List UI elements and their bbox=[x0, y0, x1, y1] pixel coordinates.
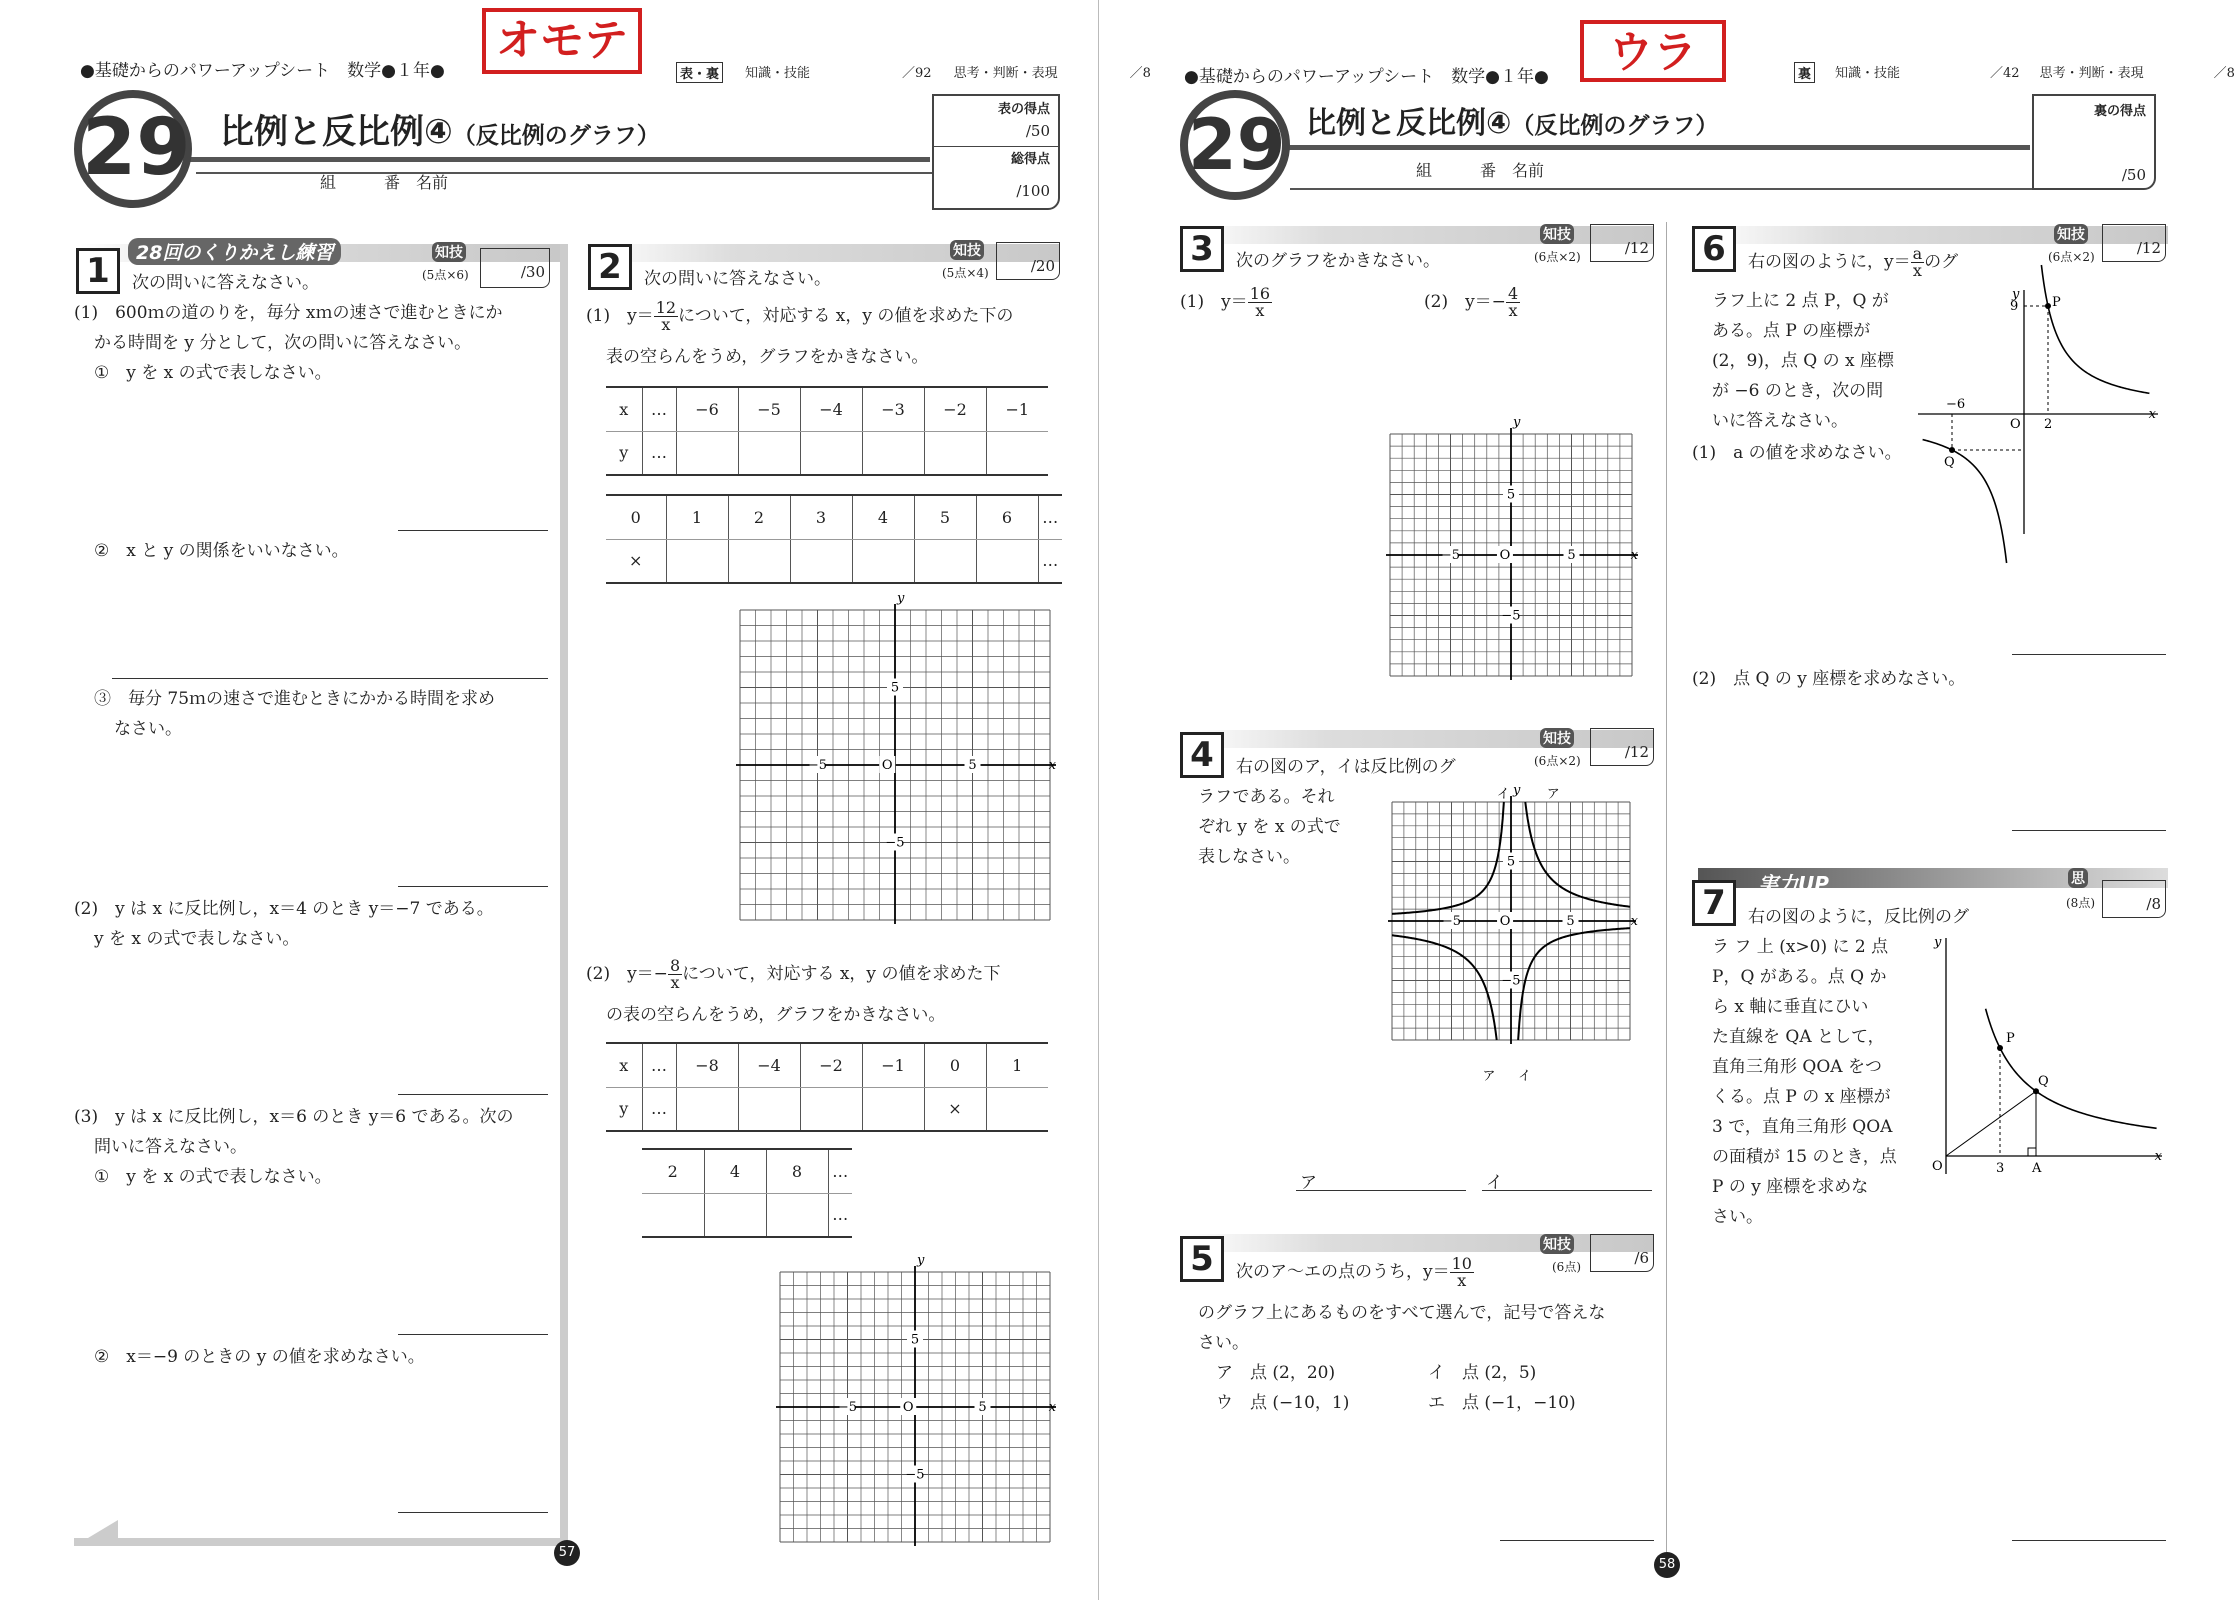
label-a-bottom: ア bbox=[1482, 1069, 1496, 1084]
label-Q: Q bbox=[2038, 1074, 2049, 1090]
q7-line: ら x 軸に垂直にひい bbox=[1712, 997, 1869, 1017]
score-box: 表の得点 /50 総得点 /100 bbox=[932, 94, 1060, 210]
q1-score-box[interactable]: /30 bbox=[480, 248, 550, 288]
q7-line: くる。点 P の x 座標が bbox=[1712, 1087, 1891, 1107]
side-label-front: オモテ bbox=[482, 8, 642, 74]
x-axis-label: x bbox=[2148, 407, 2156, 422]
y-axis-label: y bbox=[2012, 287, 2020, 302]
q7-line: さい。 bbox=[1712, 1207, 1763, 1227]
q6-score-box[interactable]: /12 bbox=[2102, 224, 2166, 262]
q3-score-box[interactable]: /12 bbox=[1590, 224, 1654, 262]
q4-graph bbox=[1380, 783, 1642, 1084]
x-tick-neg5: −5 bbox=[1441, 914, 1462, 929]
y-tick-neg5: −5 bbox=[1501, 973, 1521, 989]
label-P: P bbox=[2006, 1031, 2015, 1046]
curve-left bbox=[1923, 440, 2007, 563]
q7-line: た直線を QA として， bbox=[1712, 1027, 1885, 1047]
q1-2-answer[interactable] bbox=[112, 678, 548, 679]
page-number-right: 58 bbox=[1654, 1552, 1680, 1578]
label-A: A bbox=[2032, 1161, 2042, 1176]
y-axis-label: y bbox=[1934, 935, 1942, 950]
origin-label: O bbox=[881, 758, 893, 773]
q7-banner: 実力UP bbox=[1758, 872, 1829, 896]
x-axis-label: x bbox=[1630, 914, 1638, 929]
series-title: ●基礎からのパワーアップシート 数学●１年● bbox=[80, 61, 445, 81]
y-tick-neg5: −5 bbox=[1501, 608, 1521, 624]
q2-2-table-b: 2 4 8 … … bbox=[642, 1148, 852, 1238]
q4-number: 4 bbox=[1180, 732, 1224, 778]
origin-label: O bbox=[2010, 417, 2021, 432]
origin-label: O bbox=[1499, 914, 1511, 929]
q7-line: の面積が 15 のとき，点 bbox=[1712, 1147, 1897, 1167]
page-title-right: 比例と反比例④（反比例のグラフ） bbox=[1306, 106, 1719, 141]
q7-answer[interactable] bbox=[2012, 1540, 2166, 1541]
label-neg6: −6 bbox=[1946, 397, 1966, 412]
q7-number: 7 bbox=[1692, 880, 1736, 926]
x-tick-5: 5 bbox=[978, 1400, 987, 1415]
label-P: P bbox=[2052, 295, 2061, 310]
label-9: 9 bbox=[2010, 299, 2019, 314]
curve-a-left bbox=[1392, 935, 1497, 1040]
score-box-right: 裏の得点 /50 bbox=[2032, 94, 2156, 190]
x-axis-label: x bbox=[1048, 1400, 1056, 1415]
q2-1-table-b: 0 1 2 3 4 5 6 … × … bbox=[606, 494, 1062, 584]
side-label-back: ウラ bbox=[1580, 20, 1726, 82]
q7-score-box[interactable]: /8 bbox=[2102, 880, 2166, 918]
q1-number: 1 bbox=[76, 248, 120, 294]
x-axis-label: x bbox=[2154, 1149, 2162, 1164]
x-axis-label: x bbox=[1048, 758, 1056, 773]
series-title-right: ●基礎からのパワーアップシート 数学●１年● bbox=[1184, 67, 1549, 87]
origin-label: O bbox=[1932, 1159, 1943, 1174]
label-Q: Q bbox=[1944, 455, 1955, 470]
q6-number: 6 bbox=[1692, 226, 1736, 272]
unit-number-right: 29 bbox=[1180, 90, 1290, 200]
q7-graph bbox=[1930, 934, 2166, 1184]
point-Q bbox=[1949, 447, 1955, 453]
q6-graph bbox=[1918, 286, 2168, 536]
q1-5-answer[interactable] bbox=[398, 1334, 548, 1335]
q6-2-answer[interactable] bbox=[2012, 830, 2166, 831]
y-tick-neg5: −5 bbox=[885, 835, 905, 851]
label-a-top: ア bbox=[1546, 787, 1560, 802]
x-tick-neg5: −5 bbox=[807, 758, 828, 773]
label-i-bottom: イ bbox=[1518, 1069, 1532, 1084]
origin-label: O bbox=[902, 1400, 914, 1415]
y-tick-neg5: −5 bbox=[905, 1467, 925, 1483]
x-tick-neg5: −5 bbox=[1440, 548, 1461, 563]
q2-skill-tag: 知技 bbox=[950, 240, 984, 260]
q2-1-table-a: x … −6 −5 −4 −3 −2 −1 y … bbox=[606, 386, 1048, 476]
q1-review-badge: 28回のくりかえし練習 bbox=[128, 238, 341, 265]
y-tick-5: 5 bbox=[1506, 854, 1516, 870]
curve-a-right bbox=[1525, 802, 1630, 907]
q2-number: 2 bbox=[588, 244, 632, 290]
q5-number: 5 bbox=[1180, 1236, 1224, 1282]
q2-2-table-a: x … −8 −4 −2 −1 0 1 y … × bbox=[606, 1042, 1048, 1132]
q1-3-answer[interactable] bbox=[398, 886, 548, 887]
page-fold bbox=[1098, 0, 1099, 1600]
q4-answer-i[interactable] bbox=[1482, 1190, 1652, 1191]
curve bbox=[1986, 1009, 2157, 1129]
q6-1-answer[interactable] bbox=[2012, 654, 2166, 655]
y-tick-5: 5 bbox=[890, 680, 900, 696]
point-P bbox=[1997, 1045, 2003, 1051]
q7-line: 右の図のように，反比例のグ bbox=[1748, 907, 1969, 927]
y-axis-label: y bbox=[1513, 783, 1521, 798]
q7-line: 3 で，直角三角形 QOA bbox=[1712, 1117, 1893, 1137]
q1-6-answer[interactable] bbox=[398, 1512, 548, 1513]
q1-1-answer[interactable] bbox=[398, 530, 548, 531]
q3-grid[interactable] bbox=[1380, 415, 1642, 686]
q5-score-box[interactable]: /6 bbox=[1590, 1234, 1654, 1272]
q1-points: (5点×6) bbox=[422, 268, 469, 282]
q2-score-box[interactable]: /20 bbox=[996, 242, 1060, 280]
point-P bbox=[2045, 303, 2051, 309]
unit-number: 29 bbox=[74, 90, 192, 208]
q7-line: P，Q がある。点 Q か bbox=[1712, 967, 1887, 987]
name-line: 組 番 名前 bbox=[320, 173, 449, 192]
label-2: 2 bbox=[2044, 417, 2053, 432]
q7-line: ラ フ 上 (x>0) に 2 点 bbox=[1712, 937, 1889, 957]
x-axis-label: x bbox=[1630, 548, 1638, 563]
score-meta: 表・裏 知識・技能 ／92 思考・判断・表現 ／8 bbox=[676, 62, 1151, 83]
q7-line: P の y 座標を求めな bbox=[1712, 1177, 1869, 1197]
y-axis-label: y bbox=[917, 1253, 925, 1268]
page-number-left: 57 bbox=[554, 1540, 580, 1566]
x-tick-neg5: −5 bbox=[837, 1400, 858, 1415]
y-tick-5: 5 bbox=[910, 1332, 920, 1348]
q2-1-grid[interactable] bbox=[730, 591, 1060, 930]
x-tick-5: 5 bbox=[1566, 914, 1575, 929]
q1-skill-tag: 知技 bbox=[432, 242, 466, 262]
y-axis-label: y bbox=[1513, 415, 1521, 430]
q4-answer-a[interactable] bbox=[1296, 1190, 1466, 1191]
label-3: 3 bbox=[1996, 1161, 2005, 1176]
x-tick-5: 5 bbox=[968, 758, 977, 773]
q3-number: 3 bbox=[1180, 226, 1224, 272]
curve-right bbox=[2041, 265, 2149, 393]
segment-OQ bbox=[1946, 1091, 2036, 1156]
score-meta-right: 裏 知識・技能 ／42 思考・判断・表現 ／8 bbox=[1794, 62, 2235, 83]
origin-label: O bbox=[1499, 548, 1511, 563]
q2-2-grid[interactable] bbox=[770, 1253, 1060, 1552]
label-i-top: イ bbox=[1496, 787, 1510, 802]
q7-line: 直角三角形 QOA をつ bbox=[1712, 1057, 1882, 1077]
page-title: 比例と反比例④（反比例のグラフ） bbox=[220, 112, 660, 152]
y-tick-5: 5 bbox=[1506, 487, 1516, 503]
y-axis-label: y bbox=[897, 591, 905, 606]
q2-points: (5点×4) bbox=[942, 266, 989, 280]
q4-score-box[interactable]: /12 bbox=[1590, 728, 1654, 766]
q1-4-answer[interactable] bbox=[398, 1094, 548, 1095]
x-tick-5: 5 bbox=[1567, 548, 1576, 563]
q5-answer[interactable] bbox=[1500, 1540, 1654, 1541]
